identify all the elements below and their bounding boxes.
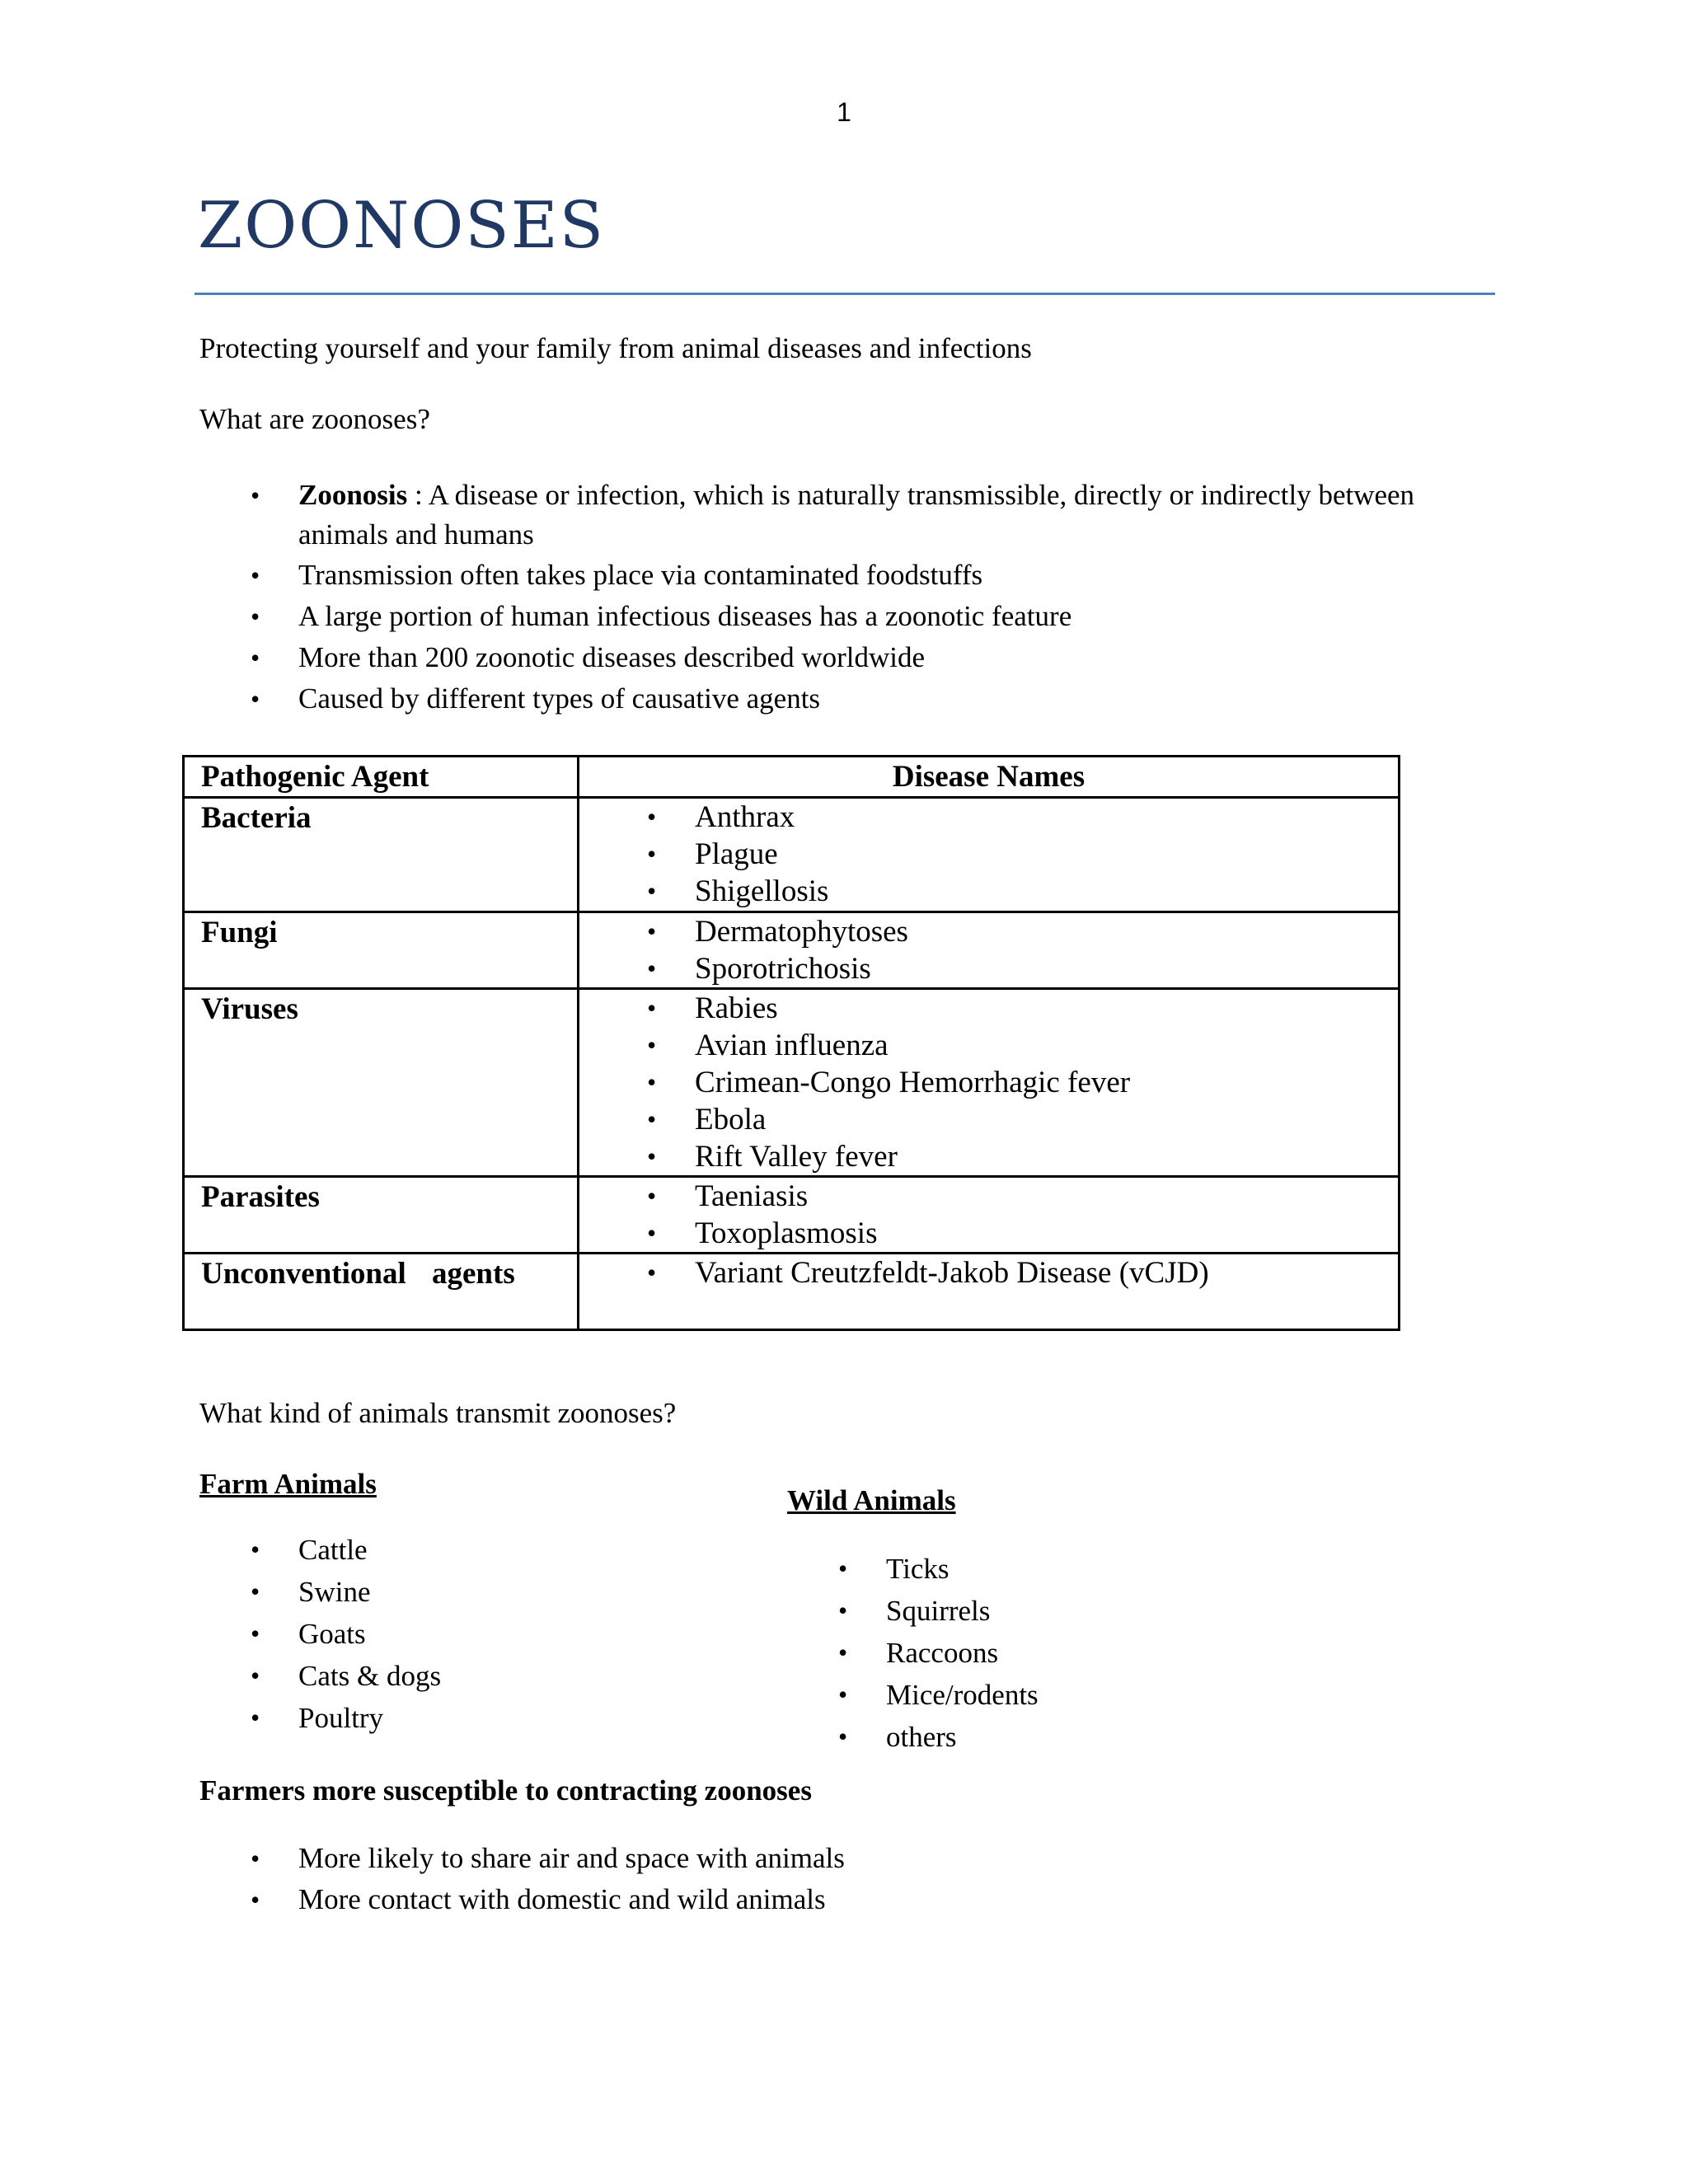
list-item: • Poultry bbox=[199, 1697, 776, 1739]
agent-cell: Unconventional agents bbox=[184, 1254, 579, 1330]
agent-cell: Parasites bbox=[184, 1177, 579, 1254]
diseases-cell bbox=[579, 798, 1400, 912]
definition-term: Zoonosis bbox=[298, 479, 408, 511]
page-number: 1 bbox=[837, 97, 851, 127]
header-disease-names: Disease Names bbox=[579, 757, 1400, 798]
list-item: • Transmission often takes place via contaminated foodstuffs bbox=[199, 555, 1495, 596]
farmers-list bbox=[199, 1838, 1271, 1920]
table-row bbox=[184, 798, 1400, 912]
diseases-cell bbox=[579, 989, 1400, 1177]
disease-item: • Ebola bbox=[579, 1101, 1398, 1138]
disease-item: • Anthrax bbox=[579, 799, 1398, 836]
wild-animals-heading: Wild Animals bbox=[787, 1484, 956, 1516]
list-item: • Ticks bbox=[787, 1548, 1364, 1590]
list-item: • A large portion of human infectious diseases has a zoonotic feature bbox=[199, 596, 1495, 637]
list-item: • Cattle bbox=[199, 1529, 776, 1571]
pathogen-table bbox=[182, 755, 1400, 1331]
agent-cell: Fungi bbox=[184, 912, 579, 989]
what-are-zoonoses-question: What are zoonoses? bbox=[199, 403, 430, 435]
disease-item: • Dermatophytoses bbox=[579, 913, 1398, 950]
table-row bbox=[184, 1177, 1400, 1254]
list-item bbox=[199, 476, 1495, 555]
diseases-cell bbox=[579, 1254, 1400, 1330]
intro-bullet-list bbox=[199, 476, 1495, 719]
list-item: • Caused by different types of causative agents bbox=[199, 678, 1495, 719]
diseases-cell bbox=[579, 912, 1400, 989]
list-item: • Raccoons bbox=[787, 1632, 1364, 1674]
diseases-cell bbox=[579, 1177, 1400, 1254]
list-item: • More likely to share air and space with animals bbox=[199, 1838, 1271, 1879]
disease-item: • Toxoplasmosis bbox=[579, 1215, 1398, 1252]
disease-item: • Avian influenza bbox=[579, 1027, 1398, 1064]
table-row bbox=[184, 912, 1400, 989]
list-item: • More than 200 zoonotic diseases described worldwide bbox=[199, 637, 1495, 678]
definition-text: : A disease or infection, which is naturally transmissible, directly or indirectly between animals and humans bbox=[298, 479, 1415, 551]
disease-item: • Crimean-Congo Hemorrhagic fever bbox=[579, 1064, 1398, 1101]
agent-cell: Viruses bbox=[184, 989, 579, 1177]
farm-animals-heading: Farm Animals bbox=[199, 1468, 377, 1500]
disease-item: • Variant Creutzfeldt-Jakob Disease (vCJD) bbox=[579, 1254, 1398, 1291]
disease-item: • Rift Valley fever bbox=[579, 1138, 1398, 1175]
list-item: • Mice/rodents bbox=[787, 1674, 1364, 1716]
list-item: • Cats & dogs bbox=[199, 1655, 776, 1697]
table-row bbox=[184, 1254, 1400, 1330]
page-title: ZOONOSES bbox=[198, 189, 606, 263]
disease-item: • Sporotrichosis bbox=[579, 950, 1398, 987]
table-header-row bbox=[184, 757, 1400, 798]
farm-animals-list bbox=[199, 1529, 776, 1739]
list-item: • More contact with domestic and wild animals bbox=[199, 1879, 1271, 1920]
disease-item: • Rabies bbox=[579, 990, 1398, 1027]
disease-item: • Taeniasis bbox=[579, 1178, 1398, 1215]
wild-animals-list bbox=[787, 1548, 1364, 1758]
list-item: • others bbox=[787, 1716, 1364, 1758]
page-subtitle: Protecting yourself and your family from animal diseases and infections bbox=[199, 332, 1032, 364]
animals-question: What kind of animals transmit zoonoses? bbox=[199, 1397, 677, 1429]
table-row bbox=[184, 989, 1400, 1177]
header-pathogenic-agent: Pathogenic Agent bbox=[184, 757, 579, 798]
disease-item: • Shigellosis bbox=[579, 873, 1398, 910]
list-item: • Goats bbox=[199, 1613, 776, 1655]
list-item: • Swine bbox=[199, 1571, 776, 1613]
disease-item: • Plague bbox=[579, 836, 1398, 873]
agent-cell: Bacteria bbox=[184, 798, 579, 912]
farmers-heading: Farmers more susceptible to contracting zoonoses bbox=[199, 1774, 812, 1807]
title-underline-rule bbox=[195, 293, 1495, 295]
list-item: • Squirrels bbox=[787, 1590, 1364, 1632]
